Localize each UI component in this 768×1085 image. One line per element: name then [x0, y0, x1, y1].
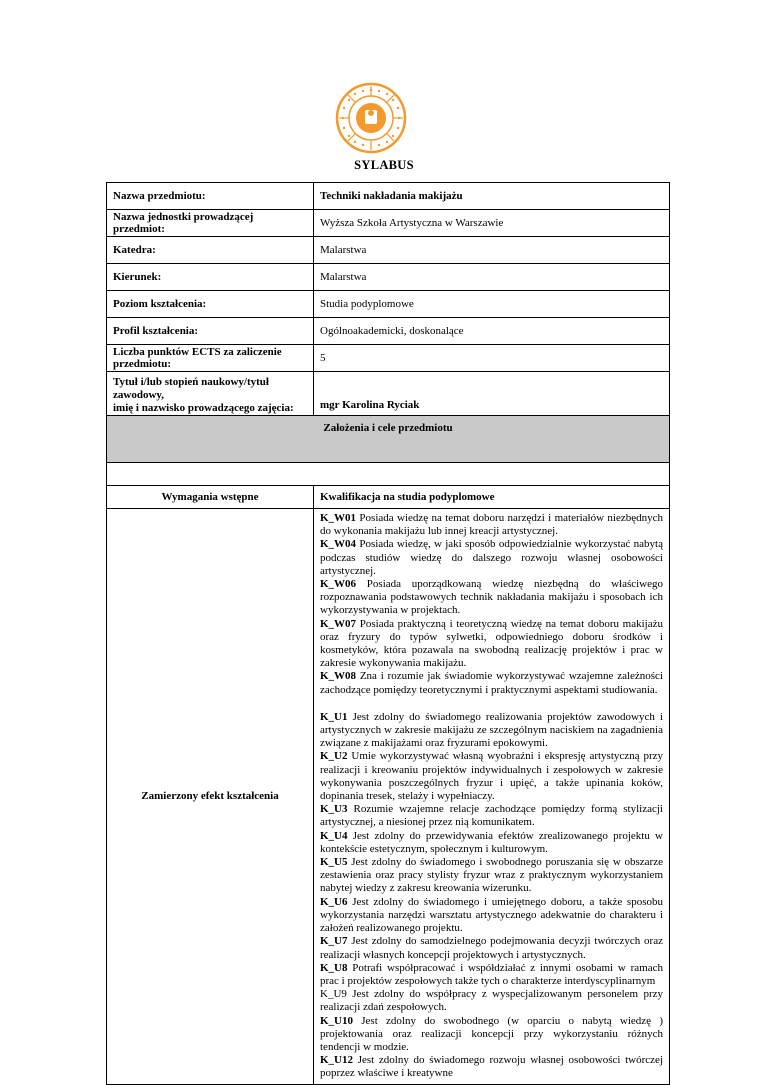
- requirements-label: Wymagania wstępne: [107, 486, 314, 509]
- knowledge-effect: K_W06 Posiada uporządkowaną wiedzę niezbędną do właściwego rozpoznawania podstawowych technik nakładania makijażu i sposobach ich wykorzystywania w projektach.: [320, 578, 663, 617]
- section-title: Założenia i cele przedmiotu: [107, 416, 670, 463]
- info-value: 5: [314, 345, 670, 372]
- skill-effect: K_U4 Jest zdolny do przewidywania efektów zrealizowanego projektu w kontekście estetycznym, społecznym i kulturowym.: [320, 829, 663, 855]
- info-row: [107, 291, 670, 318]
- section-header-row: [107, 416, 670, 463]
- skill-effect: K_U5 Jest zdolny do świadomego i swobodnego poruszania się w obszarze zestawienia oraz pracy stylisty fryzur wraz z praktycznym wykorzystaniem nabytej wiedzy z zakresu kreowania wizerunku.: [320, 856, 663, 895]
- info-value: Ogólnoakademicki, doskonalące: [314, 318, 670, 345]
- info-value: Studia podyplomowe: [314, 291, 670, 318]
- skill-effect: K_U2 Umie wykorzystywać własną wyobraźni i ekspresję artystyczną przy realizacji i kreowaniu projektów indywidualnych i zespołowych w zakresie wykonywania poszczególnych fryzur i upięć, a także upinania koków, dopinania tresek, stelaży i wypełniaczy.: [320, 750, 663, 803]
- skill-effect: K_U6 Jest zdolny do świadomego i umiejętnego doboru, a także sposobu wykorzystania narzędzi warsztatu artystycznego adekwatnie do charakteru i założeń realizowanego projektu.: [320, 895, 663, 935]
- info-value: Malarstwa: [314, 237, 670, 264]
- knowledge-effect: K_W08 Zna i rozumie jak świadomie wykorzystywać wzajemne zależności zachodzące pomiędzy teoretycznymi i praktycznymi aspektami studiowania.: [320, 670, 663, 696]
- info-label: Profil kształcenia:: [107, 318, 314, 345]
- info-row: [107, 210, 670, 237]
- teacher-row: [107, 372, 670, 416]
- info-label: Liczba punktów ECTS za zaliczenie przedmiotu:: [107, 345, 314, 372]
- document-title: SYLABUS: [354, 158, 414, 172]
- info-value: Wyższa Szkoła Artystyczna w Warszawie: [314, 210, 670, 237]
- info-label: Nazwa jednostki prowadzącej przedmiot:: [107, 210, 314, 237]
- teacher-label: [107, 372, 314, 416]
- info-label: Poziom kształcenia:: [107, 291, 314, 318]
- skill-effect: K_U3 Rozumie wzajemne relacje zachodzące pomiędzy formą stylizacji artystycznej, a niesionej przez nią komunikatem.: [320, 803, 663, 829]
- spacer-row: [107, 463, 670, 486]
- teacher-name: mgr Karolina Ryciak: [314, 372, 670, 416]
- skill-effect: K_U10 Jest zdolny do swobodnego (w oparciu o nabytą wiedzę ) projektowania oraz realizacji koncepcji przy wykorzystaniu różnych tendencji w modzie.: [320, 1014, 663, 1053]
- skill-effect: K_U8 Potrafi współpracować i współdziałać z innymi osobami w ramach prac i projektów zespołowych także tych o charakterze interdyscyplinarnym: [320, 961, 663, 987]
- info-row: [107, 345, 670, 372]
- skill-effect: K_U1 Jest zdolny do świadomego realizowania projektów zawodowych i artystycznych w zakresie makijażu ze szczególnym naciskiem na zagadnienia związane z makijażami oraz fryzurami epokowymi.: [320, 710, 663, 750]
- effects-row: [107, 509, 670, 1085]
- school-seal-icon: [335, 82, 407, 154]
- requirements-row: [107, 486, 670, 509]
- info-row: [107, 264, 670, 291]
- info-row: [107, 318, 670, 345]
- info-row: [107, 183, 670, 210]
- skill-effect: K_U9 Jest zdolny do współpracy z wyspecjalizowanym personelem przy realizacji zdań zespołowych.: [320, 988, 663, 1014]
- info-label: Nazwa przedmiotu:: [107, 183, 314, 210]
- effects-label: Zamierzony efekt kształcenia: [107, 509, 314, 1085]
- knowledge-effect: K_W07 Posiada praktyczną i teoretyczną wiedzę na temat doboru makijażu oraz fryzury do typów sylwetki, odpowiedniego doboru środków i kosmetyków, która pozawala na swobodną realizację projektów i prac w zakresie wykonywania makijażu.: [320, 617, 663, 670]
- knowledge-effect: K_W04 Posiada wiedzę, w jaki sposób odpowiedzialnie wykorzystać nabytą podczas studiów wiedzę do dalszego rozwoju własnej osobowości artystycznej.: [320, 538, 663, 577]
- info-row: [107, 237, 670, 264]
- info-label: Kierunek:: [107, 264, 314, 291]
- skill-effect: K_U7 Jest zdolny do samodzielnego podejmowania decyzji twórczych oraz realizacji własnych koncepcji projektowych i artystycznych.: [320, 935, 663, 961]
- teacher-label-line2: imię i nazwisko prowadzącego zajęcia:: [113, 402, 294, 414]
- spacer-cell: [107, 463, 670, 486]
- effects-content: [314, 509, 670, 1085]
- knowledge-effect: K_W01 Posiada wiedzę na temat doboru narzędzi i materiałów niezbędnych do wykonania makijażu lub innej kreacji artystycznej.: [320, 512, 663, 538]
- skill-effect: K_U12 Jest zdolny do świadomego rozwoju własnej osobowości twórczej poprzez właściwe i kreatywne: [320, 1054, 663, 1080]
- requirements-value: Kwalifikacja na studia podyplomowe: [314, 486, 670, 509]
- info-label: Katedra:: [107, 237, 314, 264]
- teacher-label-line1: Tytuł i/lub stopień naukowy/tytuł zawodowy,: [113, 376, 269, 401]
- info-value: Techniki nakładania makijażu: [314, 183, 670, 210]
- syllabus-table: [106, 182, 670, 1085]
- info-value: Malarstwa: [314, 264, 670, 291]
